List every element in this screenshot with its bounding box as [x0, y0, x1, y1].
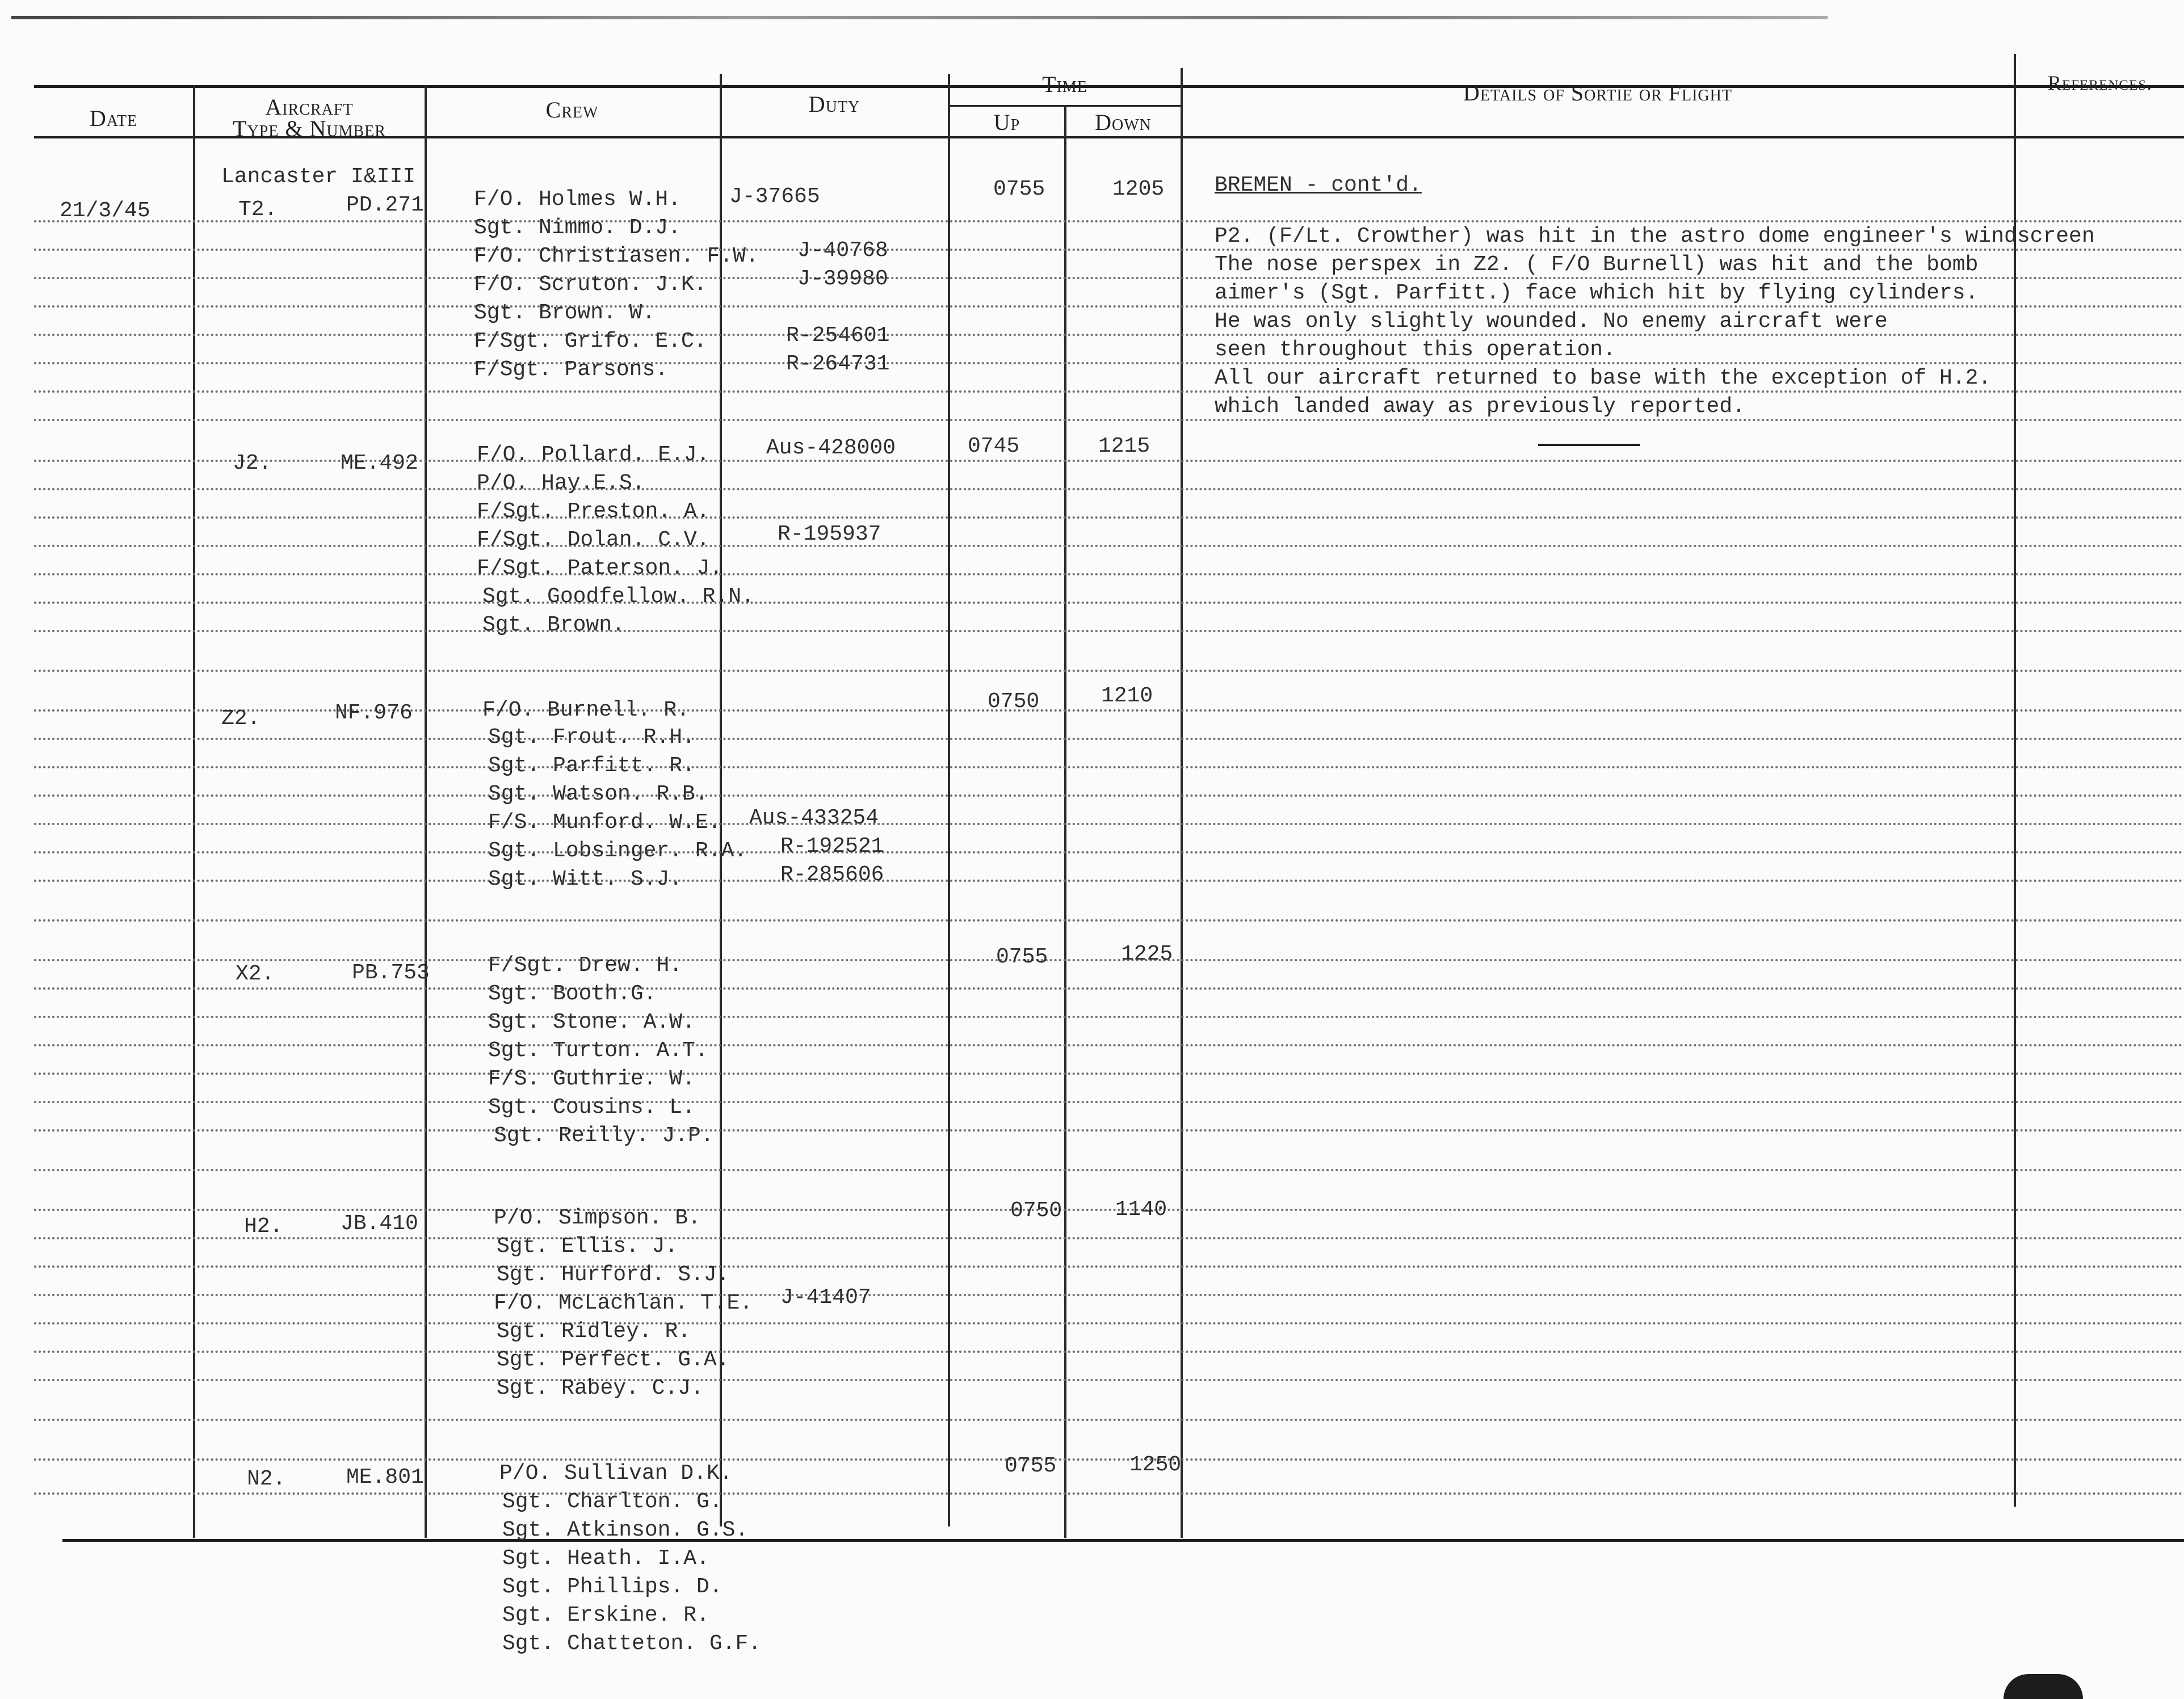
ruled-line — [34, 516, 2184, 519]
ruled-line — [34, 670, 2184, 672]
ruled-line — [34, 794, 2184, 797]
crew-name: Sgt. Frout. R.H. — [488, 725, 695, 750]
ruled-line — [34, 220, 2184, 222]
crew-name: P/O. Hay.E.S. — [477, 471, 645, 495]
aircraft-serial: PD.271 — [346, 193, 424, 217]
ruled-line — [34, 1458, 2184, 1461]
crew-duty: Aus-428000 — [766, 436, 896, 460]
time-down: 1250 — [1129, 1453, 1182, 1477]
crew-duty: R-195937 — [778, 522, 881, 546]
details-heading: BREMEN - cont'd. — [1215, 173, 1422, 197]
crew-name: Sgt. Witt. S.J. — [488, 867, 683, 891]
crew-name: F/O. Holmes W.H. — [474, 187, 681, 212]
time-up: 0755 — [993, 177, 1045, 201]
crew-name: F/Sgt. Paterson. J. — [477, 556, 723, 581]
time-up: 0745 — [968, 434, 1020, 459]
crew-name: F/O. Burnell. R. — [482, 698, 690, 722]
header-time-down: Down — [1095, 110, 1152, 135]
ruled-line — [34, 880, 2184, 882]
ruled-line — [34, 1379, 2184, 1381]
crew-name: Sgt. Parfitt. R. — [488, 754, 695, 778]
header-time-up: Up — [993, 110, 1020, 135]
crew-name: F/Sgt. Dolan. C.V. — [477, 528, 710, 552]
aircraft-letter: Z2. — [221, 706, 261, 731]
crew-name: F/Sgt. Preston. A. — [477, 499, 710, 524]
crew-duty: Aus-433254 — [749, 806, 879, 830]
header-date: Date — [89, 106, 138, 131]
col-divider-duty — [948, 74, 950, 1526]
ruled-line — [34, 419, 2184, 421]
ruled-line — [34, 1237, 2184, 1239]
ruled-line — [34, 573, 2184, 575]
header-crew: Crew — [545, 97, 599, 123]
page-bottom-rule — [62, 1539, 2184, 1542]
crew-name: Sgt. Brown. — [482, 613, 625, 637]
time-up: 0755 — [996, 945, 1048, 969]
ruled-line — [34, 1265, 2184, 1268]
crew-name: Sgt. Stone. A.W. — [488, 1010, 695, 1034]
crew-name: Sgt. Erskine. R. — [502, 1603, 709, 1627]
details-line: All our aircraft returned to base with the exception of H.2. — [1215, 366, 1992, 390]
crew-name: F/Sgt. Grifo. E.C. — [474, 329, 707, 354]
header-duty: Duty — [808, 91, 860, 117]
crew-name: Sgt. Hurford. S.J. — [497, 1263, 730, 1287]
aircraft-letter: N2. — [247, 1467, 286, 1491]
col-divider-aircraft — [425, 85, 427, 1538]
ruled-line — [34, 823, 2184, 825]
time-up: 0750 — [1010, 1198, 1062, 1223]
ruled-line — [34, 919, 2184, 922]
time-down: 1210 — [1101, 684, 1153, 708]
crew-name: Sgt. Lobsinger. R.A. — [488, 839, 747, 863]
crew-name: Sgt. Chatteton. G.F. — [502, 1631, 762, 1656]
col-divider-date — [193, 85, 195, 1538]
aircraft-letter: T2. — [238, 197, 278, 222]
ruled-line — [34, 602, 2184, 604]
time-up: 0750 — [988, 689, 1040, 714]
ruled-line — [34, 1322, 2184, 1324]
crew-name: P/O. Sullivan D.K. — [499, 1461, 733, 1486]
time-down: 1215 — [1098, 434, 1150, 459]
crew-name: Sgt. Turton. A.T. — [488, 1038, 708, 1063]
crew-name: F/O. Pollard. E.J. — [477, 443, 710, 467]
crew-name: Sgt. Brown. W. — [474, 301, 656, 325]
details-end-rule — [1538, 444, 1640, 446]
details-line: P2. (F/Lt. Crowther) was hit in the astro dome engineer's windscreen — [1215, 224, 2095, 249]
crew-name: Sgt. Ellis. J. — [497, 1234, 678, 1259]
crew-name: Sgt. Watson. R.B. — [488, 782, 708, 806]
crew-duty: R-285606 — [780, 863, 884, 887]
ruled-line — [34, 1351, 2184, 1353]
ruled-line — [34, 305, 2184, 308]
header-aircraft-line1: Aircraft — [265, 94, 354, 120]
crew-name: P/O. Simpson. B. — [494, 1206, 701, 1230]
crew-name: Sgt. Atkinson. G.S. — [502, 1518, 749, 1542]
crew-name: Sgt. Nimmo. D.J. — [474, 216, 681, 240]
details-line: which landed away as previously reported. — [1215, 394, 1745, 419]
header-references: References. — [2047, 72, 2153, 94]
ruled-line — [34, 738, 2184, 740]
crew-name: Sgt. Charlton. G. — [502, 1490, 723, 1514]
crew-name: Sgt. Rabey. C.J. — [497, 1376, 704, 1401]
crew-name: Sgt. Cousins. L. — [488, 1095, 695, 1120]
ruled-line — [34, 987, 2184, 990]
crew-duty: J-40768 — [797, 238, 888, 263]
crew-duty: J-41407 — [780, 1285, 871, 1310]
aircraft-serial: ME.801 — [346, 1465, 424, 1490]
crew-name: Sgt. Goodfellow. R.N. — [482, 584, 754, 609]
ruled-line — [34, 390, 2184, 393]
aircraft-letter: X2. — [236, 962, 275, 986]
header-aircraft-line2: Type & Number — [233, 116, 386, 141]
aircraft-serial: ME.492 — [341, 451, 418, 476]
ruled-line — [34, 334, 2184, 336]
ruled-line — [34, 1419, 2184, 1421]
ruled-line — [34, 851, 2184, 853]
ruled-line — [34, 1294, 2184, 1296]
aircraft-letter: H2. — [244, 1214, 283, 1239]
details-line: The nose perspex in Z2. ( F/O Burnell) was hit and the bomb — [1215, 253, 1979, 277]
header-details: Details of Sortie or Flight — [1463, 80, 1732, 106]
crew-name: F/O. Christiasen. F.W. — [474, 244, 759, 268]
aircraft-type: Lancaster I&III — [221, 165, 416, 189]
top-edge-mark — [11, 16, 1828, 19]
crew-name: Sgt. Phillips. D. — [502, 1575, 723, 1599]
ruled-line — [34, 277, 2184, 279]
ruled-line — [34, 1169, 2184, 1171]
ruled-line — [34, 766, 2184, 768]
aircraft-serial: PB.753 — [352, 961, 430, 985]
crew-name: F/Sgt. Parsons. — [474, 358, 669, 382]
ruled-line — [34, 1129, 2184, 1132]
ruled-line — [34, 1101, 2184, 1103]
aircraft-letter: J2. — [233, 451, 272, 476]
details-line: aimer's (Sgt. Parfitt.) face which hit by flying cylinders. — [1215, 281, 1979, 305]
time-down: 1225 — [1121, 942, 1173, 966]
crew-duty: R-264731 — [786, 352, 890, 376]
crew-name: Sgt. Reilly. J.P. — [494, 1124, 714, 1148]
stamp-mark — [2004, 1674, 2083, 1699]
time-down: 1140 — [1115, 1197, 1167, 1222]
ruled-line — [34, 545, 2184, 547]
aircraft-serial: NF.976 — [335, 701, 413, 725]
crew-name: Sgt. Ridley. R. — [497, 1319, 691, 1344]
details-line: seen throughout this operation. — [1215, 338, 1616, 362]
header-time: Time — [1042, 72, 1087, 97]
col-divider-time — [1181, 68, 1183, 1538]
ruled-line — [34, 1073, 2184, 1075]
crew-duty: J-37665 — [729, 184, 820, 209]
details-line: He was only slightly wounded. No enemy aircraft were — [1215, 309, 1888, 334]
time-up: 0755 — [1005, 1454, 1057, 1478]
ruled-line — [34, 1209, 2184, 1211]
crew-name: F/Sgt. Drew. H. — [488, 953, 683, 978]
crew-name: Sgt. Perfect. G.A. — [497, 1348, 730, 1372]
ruled-line — [34, 1492, 2184, 1495]
crew-name: F/O. Scruton. J.K. — [474, 272, 707, 297]
ruled-line — [34, 362, 2184, 364]
ruled-line — [34, 1016, 2184, 1018]
ruled-line — [34, 1044, 2184, 1046]
crew-duty: J-39980 — [797, 267, 888, 291]
crew-name: F/S. Munford. W.E. — [488, 810, 721, 835]
aircraft-serial: JB.410 — [341, 1212, 418, 1236]
ruled-line — [34, 630, 2184, 632]
crew-name: Sgt. Booth.G. — [488, 982, 657, 1006]
col-divider-details — [2014, 54, 2016, 1507]
ruled-line — [34, 488, 2184, 490]
date-value: 21/3/45 — [60, 199, 150, 223]
time-down: 1205 — [1112, 177, 1165, 201]
crew-name: F/S. Guthrie. W. — [488, 1067, 695, 1091]
ruled-line — [34, 249, 2184, 251]
crew-duty: R-254601 — [786, 323, 890, 348]
crew-name: F/O. McLachlan. T.E. — [494, 1291, 753, 1315]
crew-name: Sgt. Heath. I.A. — [502, 1546, 709, 1571]
crew-duty: R-192521 — [780, 834, 884, 859]
